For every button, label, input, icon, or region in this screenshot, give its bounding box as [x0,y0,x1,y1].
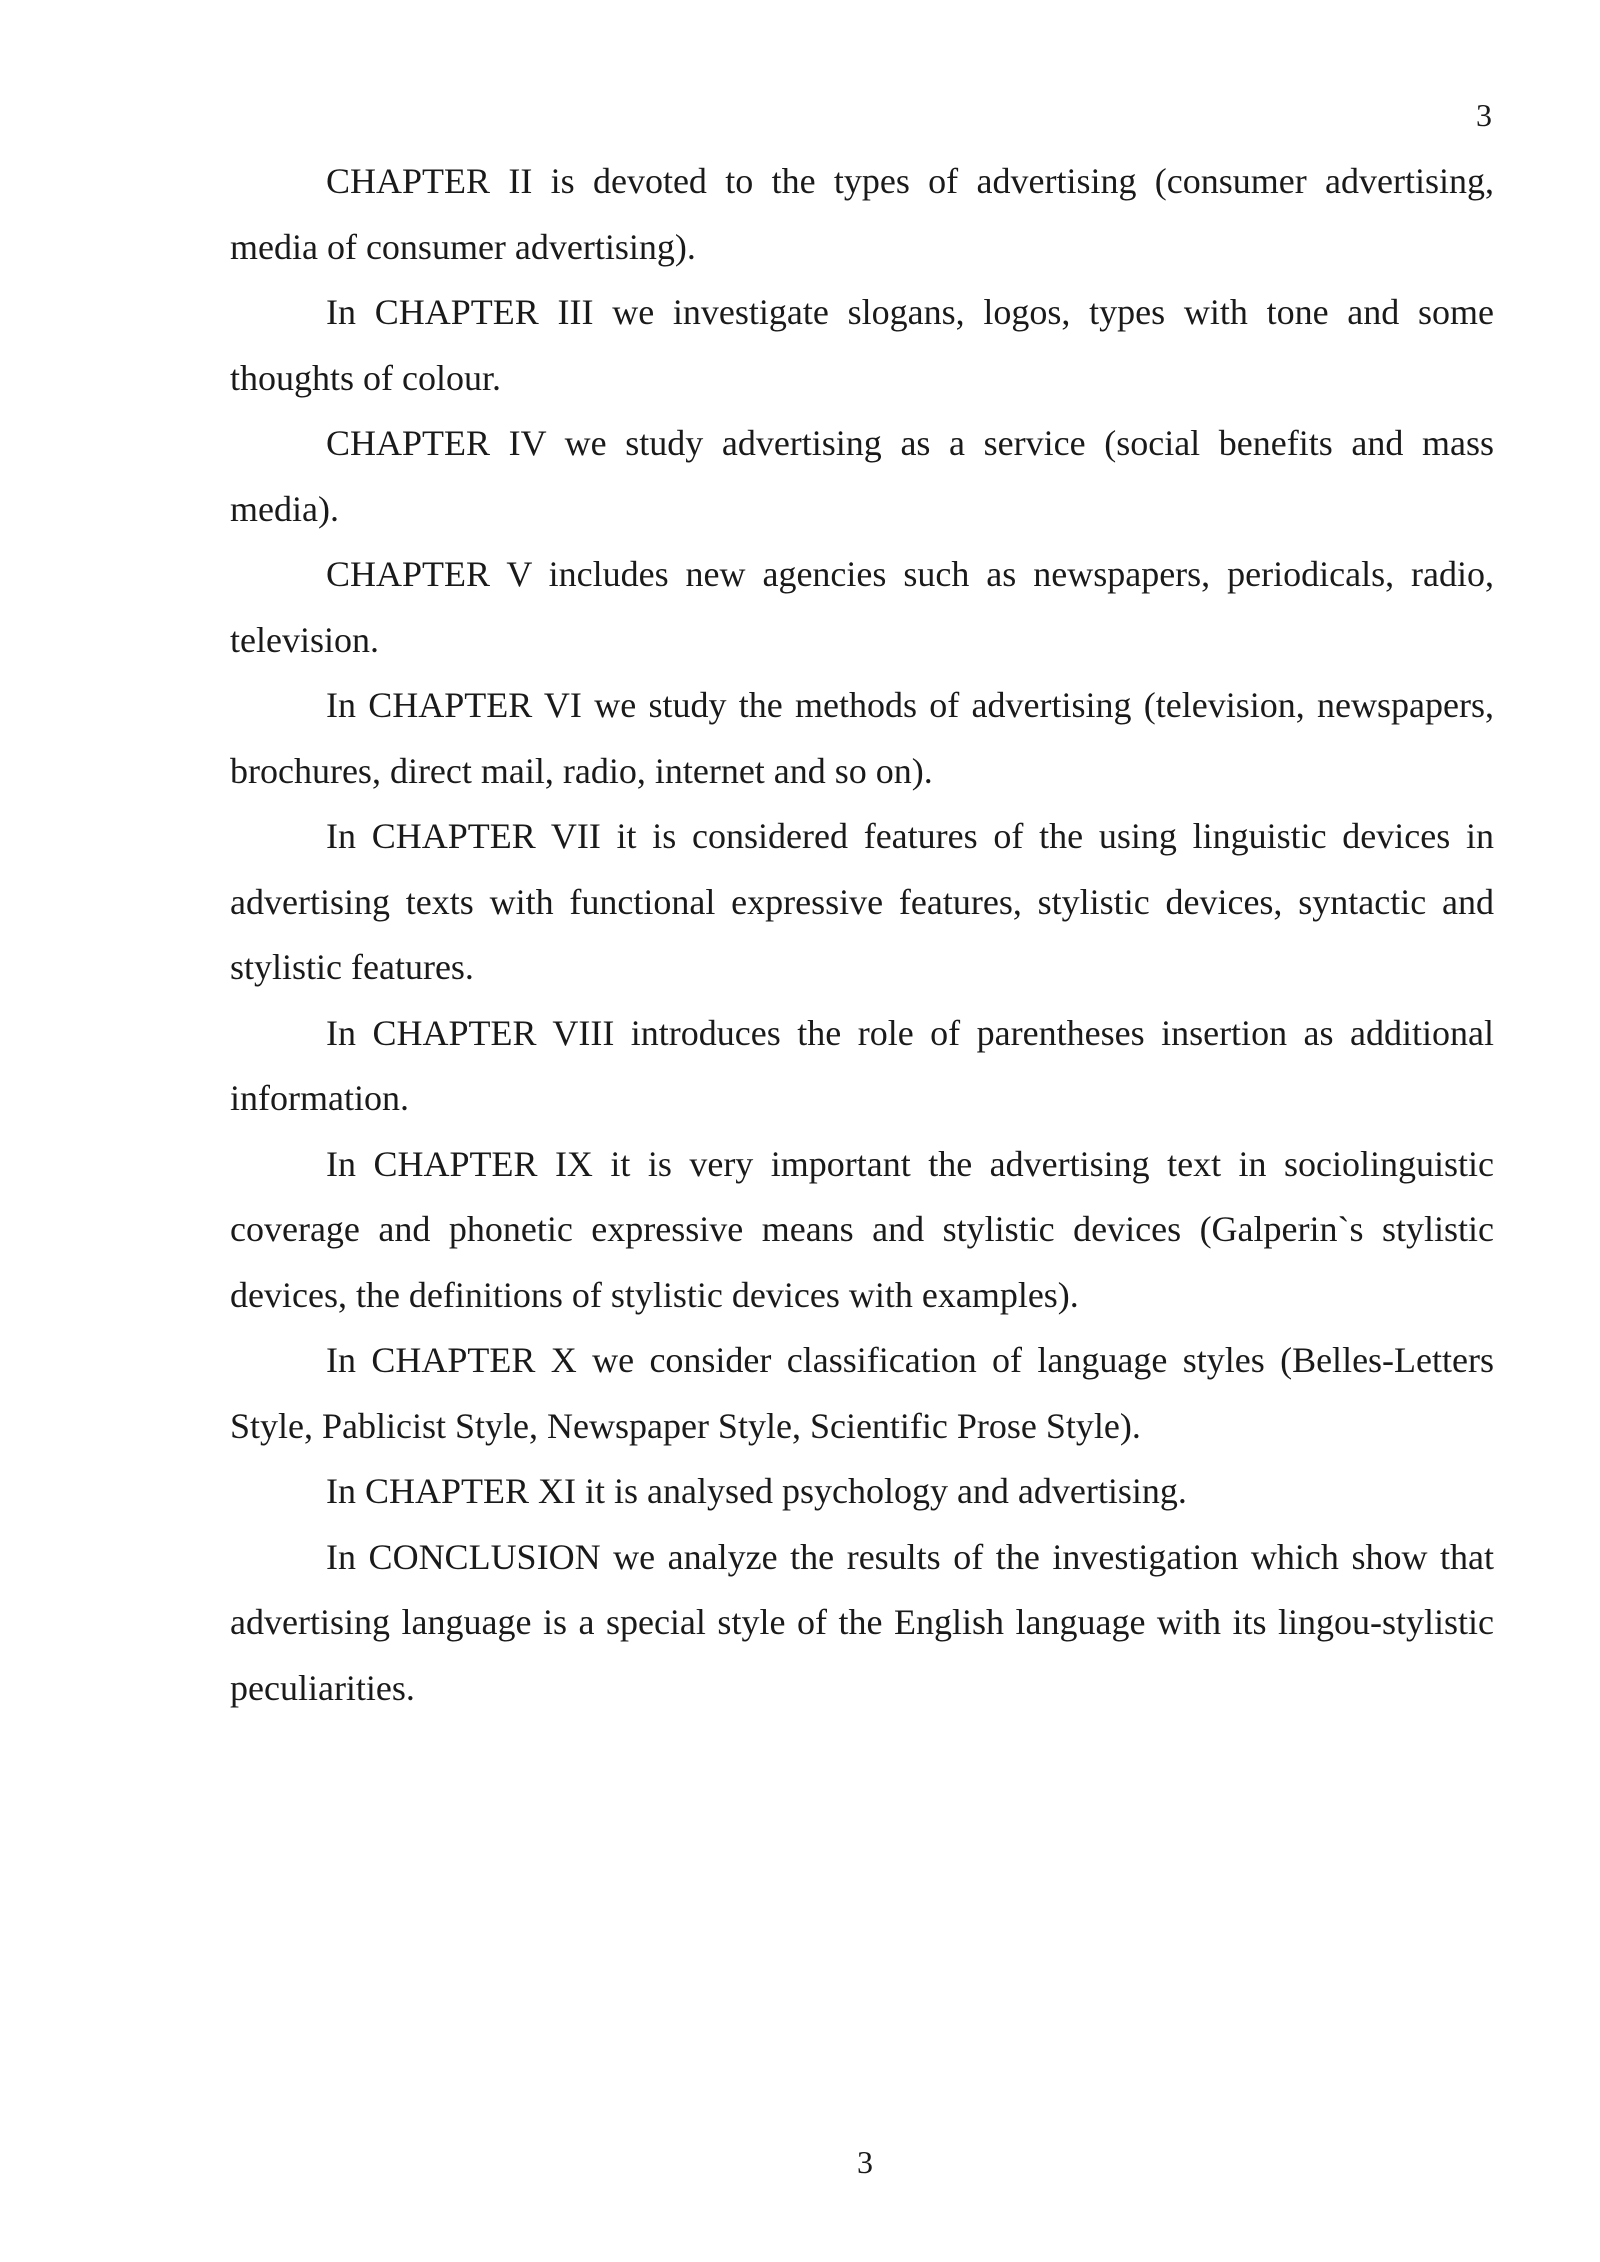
paragraph-chapter-10: In CHAPTER X we consider classification of language styles (Belles-Letters Style, Pablicist Style, Newspaper Style, Scientific Prose Style). [230,1340,1494,1446]
paragraph-chapter-8: In CHAPTER VIII introduces the role of parentheses insertion as additional information. [230,1012,1494,1118]
paragraph-chapter-9: In CHAPTER IX it is very important the advertising text in sociolinguistic coverage and phonetic expressive means and stylistic devices (Galperin`s stylistic devices, the definitions of stylistic devices with examples). [230,1143,1494,1315]
paragraph-chapter-4: CHAPTER IV we study advertising as a service (social benefits and mass media). [230,423,1494,529]
footer-page-number: 3 [857,2144,873,2180]
paragraph-chapter-2: CHAPTER II is devoted to the types of advertising (consumer advertising, media of consumer advertising). [230,161,1494,267]
paragraph-chapter-6: In CHAPTER VI we study the methods of advertising (television, newspapers, brochures, direct mail, radio, internet and so on). [230,685,1494,791]
paragraph-conclusion: In CONCLUSION we analyze the results of the investigation which show that advertising language is a special style of the English language with its lingou-stylistic peculiarities. [230,1536,1494,1708]
paragraph-chapter-11: In CHAPTER XI it is analysed psychology and advertising. [326,1471,1187,1511]
header-page-number: 3 [1476,97,1492,133]
paragraph-chapter-3: In CHAPTER III we investigate slogans, logos, types with tone and some thoughts of colour. [230,292,1494,398]
paragraph-chapter-5: CHAPTER V includes new agencies such as newspapers, periodicals, radio, television. [230,554,1494,660]
document-body [230,149,1494,1721]
paragraph-chapter-7: In CHAPTER VII it is considered features of the using linguistic devices in advertising texts with functional expressive features, stylistic devices, syntactic and stylistic features. [230,816,1494,987]
